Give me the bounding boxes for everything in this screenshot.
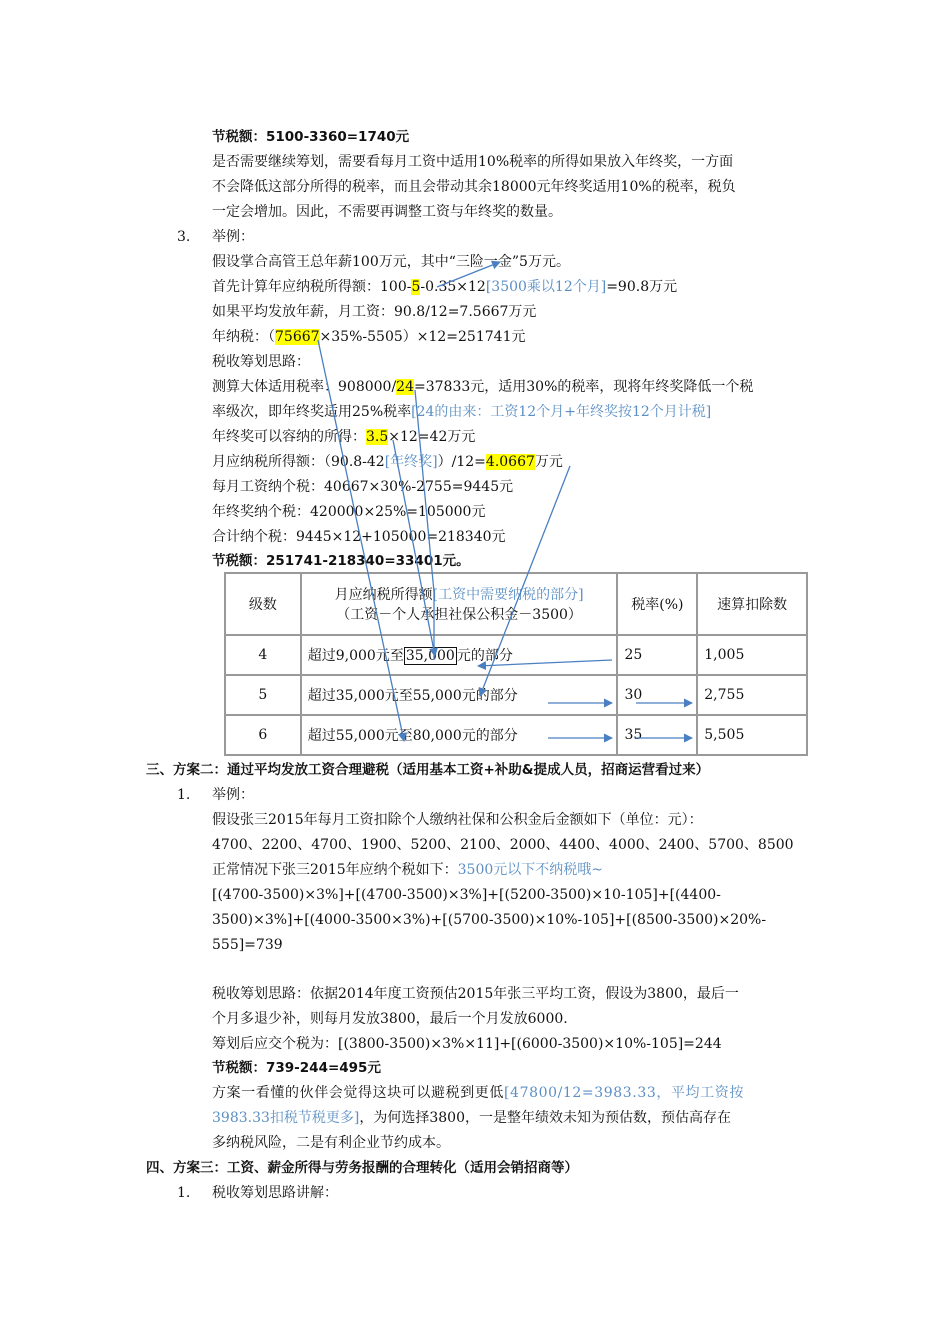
text-segment: 首先计算年应纳税所得额：100- <box>212 279 412 295</box>
boxed-value: 35,000 <box>405 648 455 664</box>
header-income-formula: （工资－个人承担社保公积金－3500） <box>336 607 582 623</box>
cell-grade: 6 <box>225 715 301 755</box>
cell-rate: 35 <box>617 715 697 755</box>
paragraph-line: 一定会增加。因此，不需要再调整工资与年终奖的数量。 <box>212 204 562 220</box>
text-segment: ）/12= <box>437 454 486 470</box>
formula-line: 555]=739 <box>212 937 283 953</box>
text-segment: 年终奖可以容纳的所得： <box>212 429 366 445</box>
cell-range <box>301 635 618 675</box>
table-header-row <box>225 573 807 635</box>
header-rate: 税率(%) <box>617 573 697 635</box>
text-segment: =37833元，适用30%的税率，现将年终奖降低一个税 <box>414 379 754 395</box>
paragraph-line: 税收筹划思路讲解： <box>212 1185 338 1201</box>
paragraph-line: 假设掌合高管王总年薪100万元，其中“三险一金”5万元。 <box>212 254 570 270</box>
normal-tax-line <box>212 860 603 880</box>
tax-saving-line-1: 节税额：5100-3360=1740元 <box>212 129 410 145</box>
cell-range: 超过35,000元至55,000元的部分 <box>301 675 618 715</box>
paragraph-line <box>212 1108 731 1128</box>
paragraph-line: 税收筹划思路：依据2014年度工资预估2015年张三平均工资，假设为3800，最后一 <box>212 986 739 1002</box>
text-segment: 正常情况下张三2015年应纳个税如下： <box>212 862 458 878</box>
cell-deduction: 5,505 <box>697 715 807 755</box>
text-segment: ，为何选择3800，一是整年绩效未知为预估数，预估高存在 <box>359 1110 731 1126</box>
range-text: 超过9,000元至 <box>307 648 404 664</box>
section-heading-plan-3: 四、方案三：工资、薪金所得与劳务报酬的合理转化（适用会销招商等） <box>146 1160 578 1176</box>
tax-saving-line-2: 节税额：251741-218340=33401元。 <box>212 553 470 569</box>
example-heading: 举例： <box>212 787 254 803</box>
annual-tax-line <box>212 327 525 347</box>
rate-estimate-line <box>212 377 753 397</box>
cell-range: 超过55,000元至80,000元的部分 <box>301 715 618 755</box>
paragraph-line: 年终奖纳个税：420000×25%=105000元 <box>212 504 486 520</box>
range-text: 元的部分 <box>456 648 513 664</box>
bonus-capacity-line <box>212 427 475 447</box>
rate-estimate-line-2 <box>212 402 711 422</box>
text-segment: 万元 <box>534 454 563 470</box>
list-number: 1. <box>177 787 191 803</box>
highlight: 75667 <box>275 329 320 345</box>
cell-deduction: 2,755 <box>697 675 807 715</box>
annotation: [年终奖] <box>384 454 438 470</box>
table-row <box>225 675 807 715</box>
text-segment: ×12=42万元 <box>388 429 476 445</box>
table-row <box>225 635 807 675</box>
annotation: [3500乘以12个月] <box>485 279 607 295</box>
formula-line: 3500)×3%]+[(4000-3500×3%)+[(5700-3500)×10%-105]+[(8500-3500)×20%- <box>212 912 767 928</box>
list-number: 1. <box>177 1185 191 1201</box>
highlight: 4.0667 <box>485 454 535 470</box>
highlight: 5 <box>411 279 421 295</box>
header-income <box>301 573 618 635</box>
annotation: [24的由来：工资12个月+年终奖按12个月计税] <box>411 404 712 420</box>
header-grade: 级数 <box>225 573 301 635</box>
annual-taxable-income-line <box>212 277 677 297</box>
text-segment: 率级次，即年终奖适用25%税率 <box>212 404 412 420</box>
text-segment: 月应纳税所得额：（90.8-42 <box>212 454 385 470</box>
text-segment: 测算大体适用税率：908000/ <box>212 379 397 395</box>
highlight: 24 <box>396 379 414 395</box>
formula-line: [(4700-3500)×3%]+[(4700-3500)×3%]+[(5200-3500)×10-105]+[(4400- <box>212 887 721 903</box>
annotation: 3983.33扣税节税更多] <box>212 1110 360 1126</box>
paragraph-line: 筹划后应交个税为：[(3800-3500)×3%×11]+[(6000-3500)×10%-105]=244 <box>212 1036 722 1052</box>
tax-saving-line-3: 节税额：739-244=495元 <box>212 1060 381 1076</box>
header-income-label: 月应纳税所得额 <box>334 587 433 603</box>
cell-rate: 30 <box>617 675 697 715</box>
monthly-taxable-line <box>212 452 563 472</box>
paragraph-line: 税收筹划思路： <box>212 354 310 370</box>
header-deduction: 速算扣除数 <box>697 573 807 635</box>
example-heading: 举例： <box>212 229 254 245</box>
paragraph-line: 假设张三2015年每月工资扣除个人缴纳社保和公积金后金额如下（单位：元）： <box>212 812 703 828</box>
text-segment: 方案一看懂的伙伴会觉得这块可以避税到更低 <box>212 1085 504 1101</box>
table-row <box>225 715 807 755</box>
text-segment: ×35%-5505）×12=251741元 <box>319 329 526 345</box>
text-segment: -0.35×12 <box>420 279 486 295</box>
paragraph-line: 不会降低这部分所得的税率，而且会带动其余18000元年终奖适用10%的税率，税负 <box>212 179 736 195</box>
paragraph-line: 如果平均发放年薪，月工资：90.8/12=7.5667万元 <box>212 304 537 320</box>
paragraph-line: 每月工资纳个税：40667×30%-2755=9445元 <box>212 479 514 495</box>
paragraph-line: 多纳税风险，二是有利企业节约成本。 <box>212 1135 450 1151</box>
text-segment: =90.8万元 <box>606 279 678 295</box>
section-heading-plan-2: 三、方案二：通过平均发放工资合理避税（适用基本工资+补助&提成人员，招商运营看过来） <box>146 762 710 778</box>
list-number: 3. <box>177 229 191 245</box>
highlight: 3.5 <box>366 429 389 445</box>
header-income-annotation: [工资中需要纳税的部分] <box>432 587 584 603</box>
paragraph-line <box>212 1083 744 1103</box>
cell-deduction: 1,005 <box>697 635 807 675</box>
annotation: 3500元以下不纳税哦~ <box>457 862 603 878</box>
cell-grade: 4 <box>225 635 301 675</box>
paragraph-line: 合计纳个税：9445×12+105000=218340元 <box>212 529 506 545</box>
paragraph-line: 个月多退少补，则每月发放3800，最后一个月发放6000. <box>212 1011 568 1027</box>
salary-list-line: 4700、2200、4700、1900、5200、2100、2000、4400、4000、2400、5700、8500 <box>212 837 794 853</box>
cell-grade: 5 <box>225 675 301 715</box>
tax-bracket-table <box>224 572 808 756</box>
cell-rate: 25 <box>617 635 697 675</box>
paragraph-line: 是否需要继续筹划，需要看每月工资中适用10%税率的所得如果放入年终奖，一方面 <box>212 154 734 170</box>
annotation: [47800/12=3983.33，平均工资按 <box>504 1085 744 1101</box>
text-segment: 年纳税：（ <box>212 329 275 345</box>
